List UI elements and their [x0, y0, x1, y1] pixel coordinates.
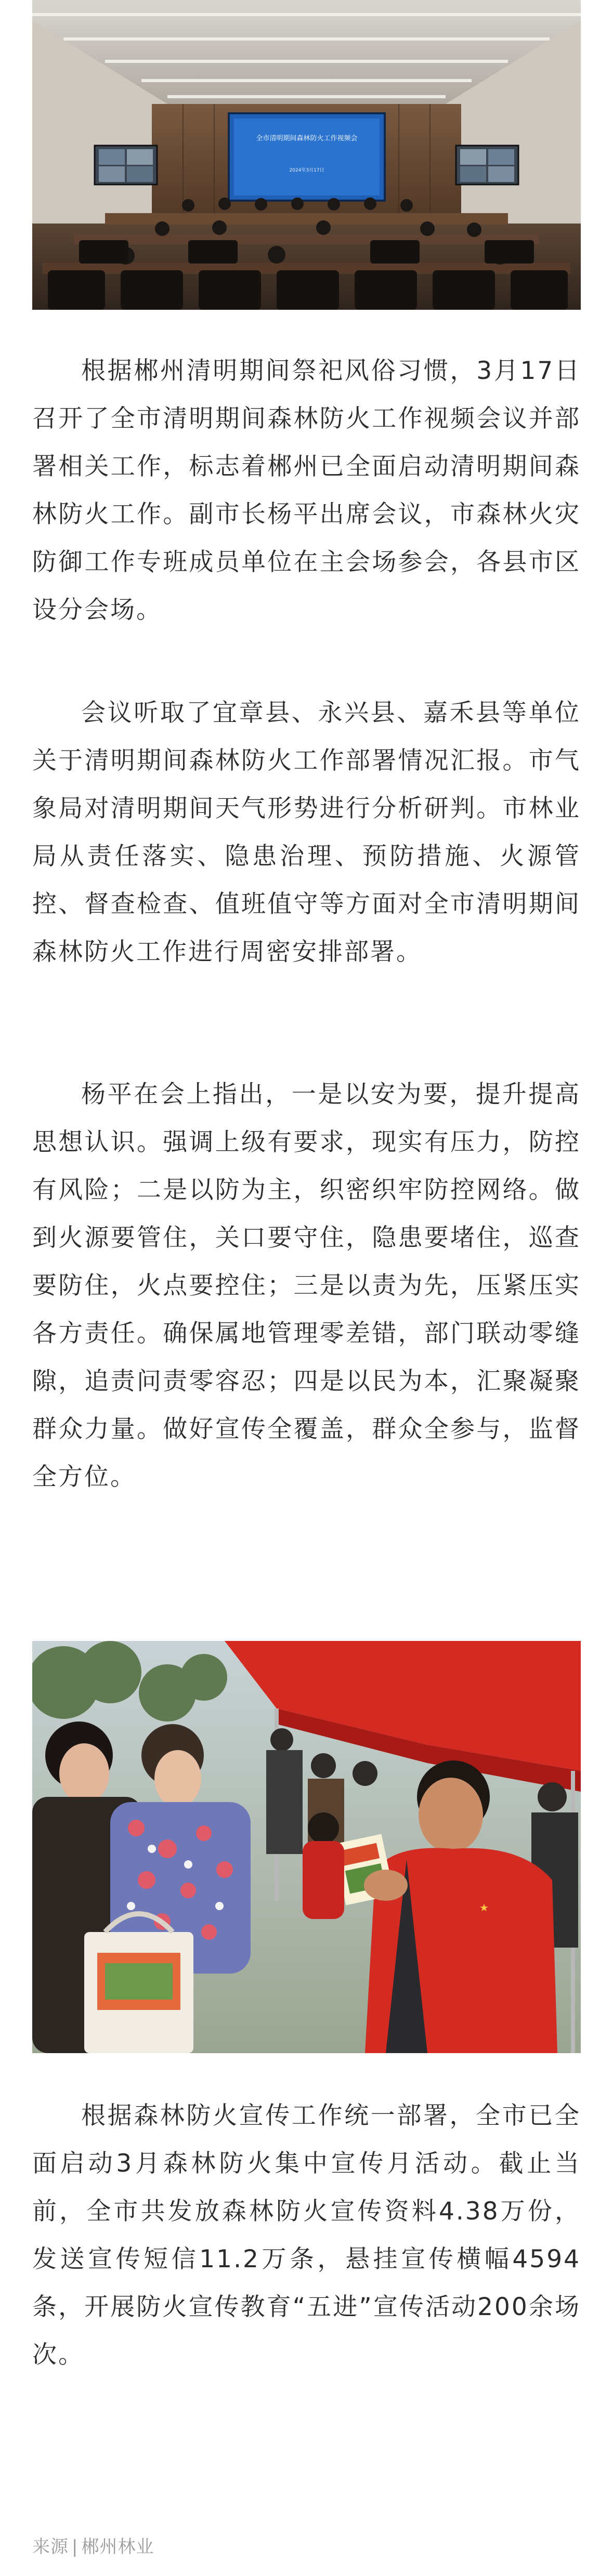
paragraph-meeting-reports: 会议听取了宜章县、永兴县、嘉禾县等单位关于清明期间森林防火工作部署情况汇报。市气象局对清明期间天气形势进行分析研判。市林业局从责任落实、隐患治理、预防措施、火源管控、督查检查、值班值守等方面对全市清明期间森林防火工作进行周密安排部署。 [32, 699, 581, 966]
source-label: 来源 [32, 2536, 69, 2557]
paragraph-leader-remarks: 杨平在会上指出，一是以安为要，提升提高思想认识。强调上级有要求，现实有压力，防控有风险；二是以防为主，织密织牢防控网络。做到火源要管住，关口要守住，隐患要堵住，巡查要防住，火点要控住；三是以责为先，压紧压实各方责任。确保属地管理零差错，部门联动零缝隙，追责问责零容忍；四是以民为本，汇聚凝聚群众力量。做好宣传全覆盖，群众全参与，监督全方位。 [32, 1080, 581, 1491]
screen-date: 2024年3月17日 [289, 168, 324, 173]
paragraph-meeting-launch: 根据郴州清明期间祭祀风俗习惯，3月17日召开了全市清明期间森林防火工作视频会议并部署相关工作，标志着郴州已全面启动清明期间森林防火工作。副市长杨平出席会议，市森林火灾防御工作专班成员单位在主会场参会，各县市区设分会场。 [32, 357, 581, 624]
screen-title: 全市清明期间森林防火工作视频会 [256, 135, 358, 142]
meeting-photo[interactable] [32, 0, 581, 310]
publicity-event-photo[interactable] [32, 1641, 581, 2053]
paragraph-publicity-stats: 根据森林防火宣传工作统一部署，全市已全面启动3月森林防火集中宣传月活动。截止当前，全市共发放森林防火宣传资料4.38万份，发送宣传短信11.2万条，悬挂宣传横幅4594条，开展防火宣传教育“五进”宣传活动200余场次。 [32, 2101, 581, 2369]
source-name: 郴州林业 [81, 2536, 154, 2557]
svg-text:★: ★ [479, 1901, 489, 1914]
source-footer [32, 2535, 154, 2558]
source-separator: | [72, 2536, 79, 2557]
